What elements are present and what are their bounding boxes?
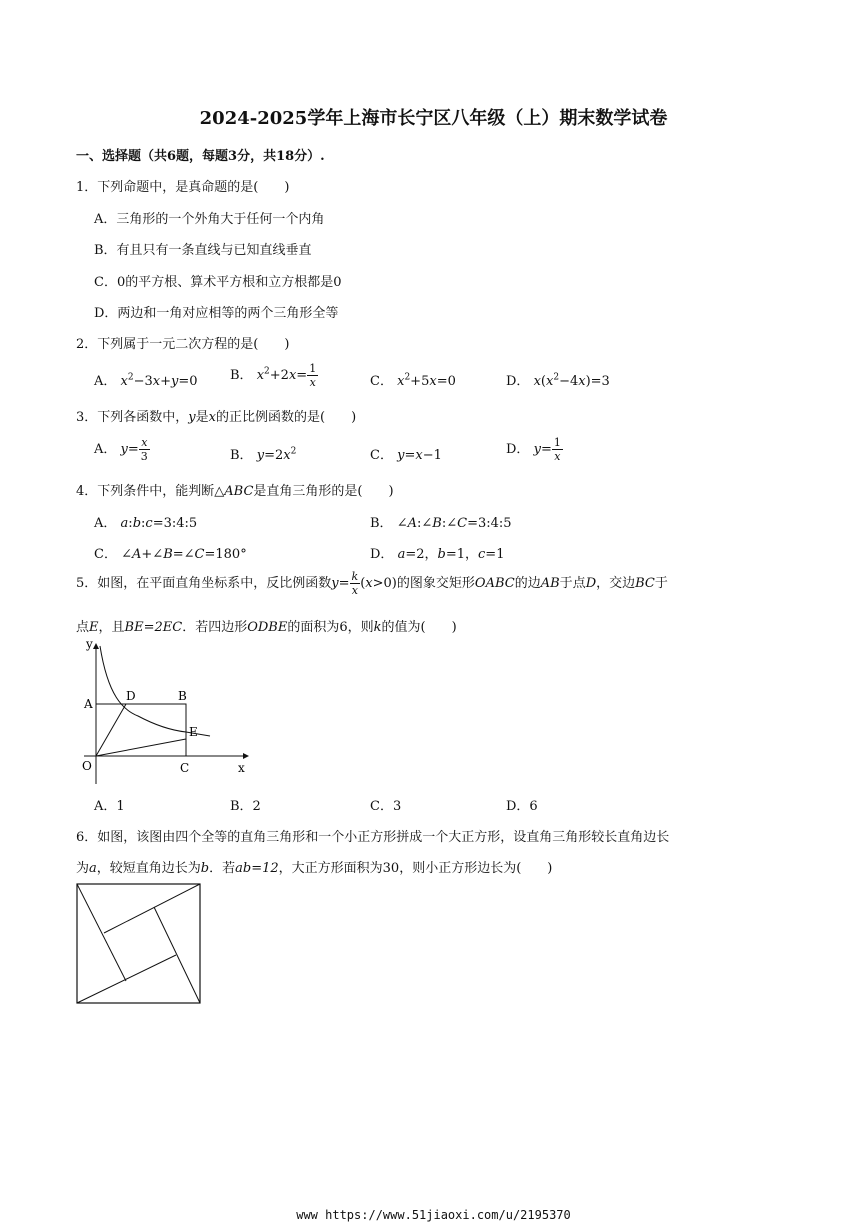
q5-option-d: D．6: [506, 799, 538, 814]
q4-option-d: D． a=2，b=1，c=1: [370, 547, 505, 562]
q5-option-b: B．2: [230, 799, 261, 814]
section-heading: 一、选择题（共6题，每题3分，共18分）.: [76, 149, 325, 164]
label-c: C: [180, 761, 190, 775]
question-5-line-1: 5．如图，在平面直角坐标系中，反比例函数y= $\frac{k}{x}$ (x>0)的图象交矩形OABC的边AB于点D，交边BC于: [76, 570, 668, 597]
triangle-edge-1: [77, 884, 126, 981]
q3-option-b: B． $y=2x^2$: [230, 446, 297, 463]
q5-option-c: C．3: [370, 799, 402, 814]
q5-coordinate-figure: [78, 636, 258, 786]
q4-option-a: A． a:b:c=3:4:5: [94, 516, 198, 531]
big-square: [77, 884, 200, 1003]
segment-oe: [96, 739, 186, 756]
hyperbola-curve: [100, 646, 210, 736]
segment-od: [96, 704, 126, 756]
footer-watermark: www https://www.51jiaoxi.com/u/2195370: [296, 1208, 571, 1222]
question-4-stem: 4．下列条件中，能判断△ABC是直角三角形的是( ): [76, 484, 394, 499]
triangle-edge-2: [104, 884, 200, 933]
label-y: y: [86, 637, 93, 651]
q2-option-c: C． $x^2+5x=0$: [370, 372, 456, 389]
question-6-line-2: 为a，较短直角边长为b．若ab=12，大正方形面积为30，则小正方形边长为( ): [76, 861, 553, 876]
q1-option-c: C．0的平方根、算术平方根和立方根都是0: [94, 275, 342, 290]
q2-option-b: B． $x^2+2x=$ $\frac{1}{x}$: [230, 362, 317, 389]
q3-option-a: A． y= $\frac{x}{3}$: [94, 436, 148, 463]
label-b: B: [178, 689, 187, 703]
q6-square-figure: [76, 883, 202, 1005]
label-d: D: [126, 689, 136, 703]
q3-option-d: D． y= $\frac{1}{x}$: [506, 436, 561, 463]
label-o: O: [82, 759, 92, 773]
q4-option-b: B． ∠A:∠B:∠C=3:4:5: [370, 516, 512, 531]
question-5-line-2: 点E，且BE=2EC．若四边形ODBE的面积为6，则k的值为( ): [76, 620, 457, 635]
question-2-stem: 2．下列属于一元二次方程的是( ): [76, 337, 290, 352]
triangle-edge-3: [154, 907, 200, 1003]
label-e: E: [189, 725, 198, 739]
q1-option-a: A．三角形的一个外角大于任何一个内角: [94, 212, 325, 227]
label-a: A: [84, 697, 93, 711]
q4-option-c: C． ∠A+∠B=∠C=180°: [94, 547, 247, 562]
q5-option-a: A．1: [94, 799, 125, 814]
q2-option-d: D． $x(x^2-4x)=3$: [506, 372, 610, 389]
question-6-line-1: 6．如图，该图由四个全等的直角三角形和一个小正方形拼成一个大正方形，设直角三角形较长直角边长: [76, 830, 670, 845]
q2-option-a: A． $x^2-3x+y=0$: [94, 372, 198, 389]
q3-option-c: C． y=x−1: [370, 448, 442, 463]
q1-option-b: B．有且只有一条直线与已知直线垂直: [94, 243, 312, 258]
triangle-edge-4: [77, 955, 176, 1003]
page-title: 2024-2025学年上海市长宁区八年级（上）期末数学试卷: [199, 108, 668, 129]
label-x: x: [238, 761, 245, 775]
question-3-stem: 3．下列各函数中，y是x的正比例函数的是( ): [76, 410, 357, 425]
question-1-stem: 1．下列命题中，是真命题的是( ): [76, 180, 290, 195]
q1-option-d: D．两边和一角对应相等的两个三角形全等: [94, 306, 339, 321]
